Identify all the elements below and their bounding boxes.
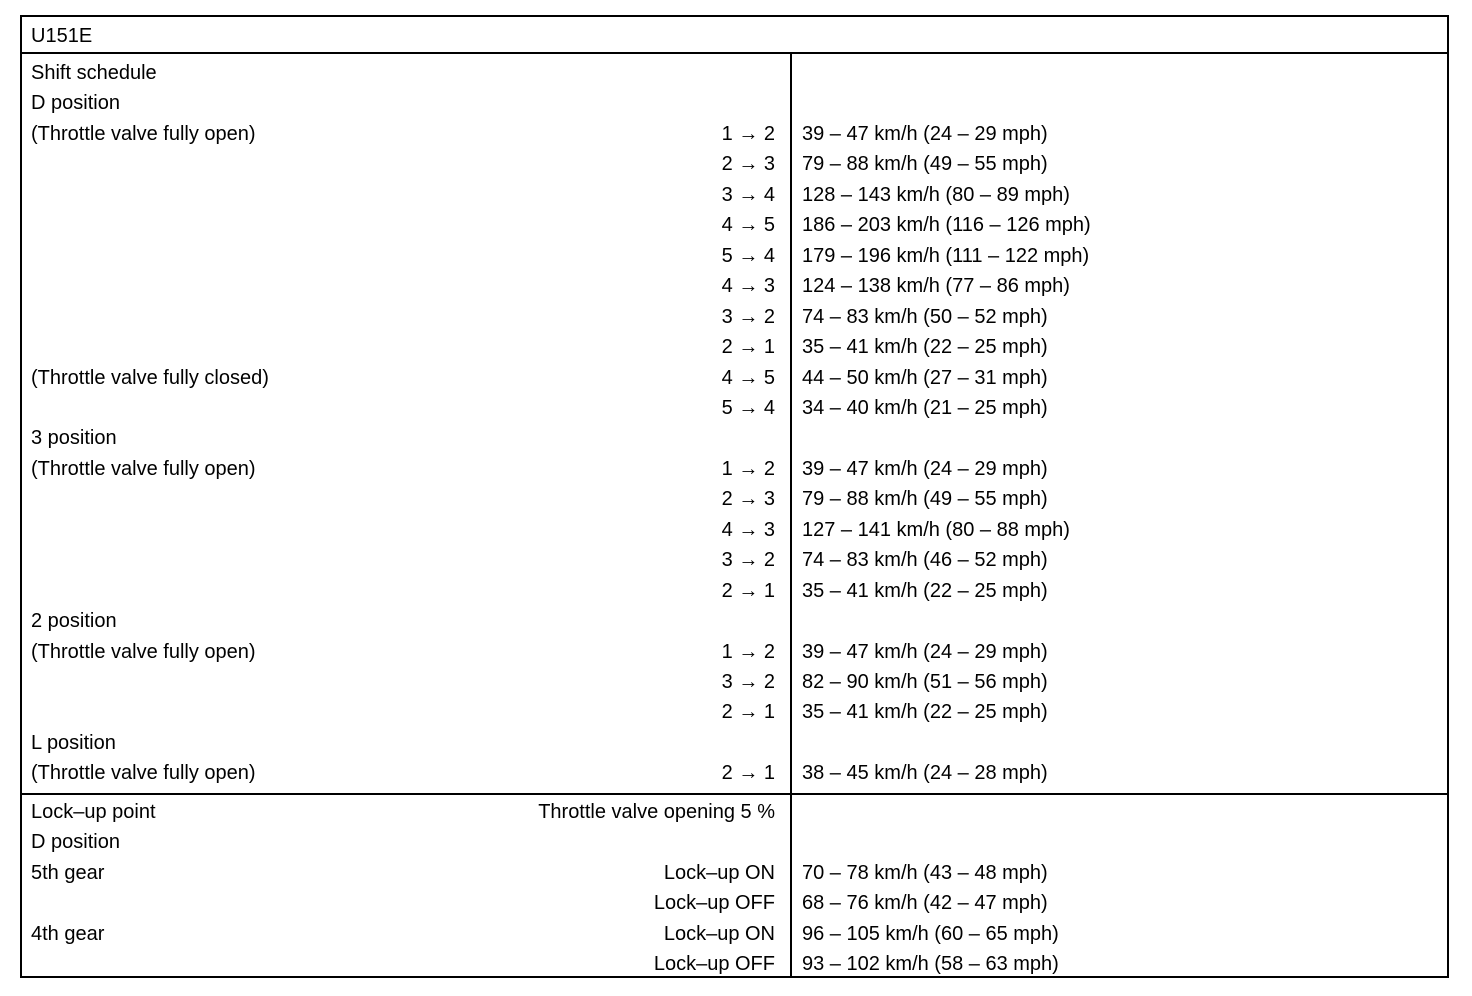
model-title: U151E	[31, 25, 93, 47]
row-speed-value: 74 – 83 km/h (50 – 52 mph)	[802, 305, 1048, 328]
row-shift: 1 → 2	[721, 122, 775, 145]
row-shift: Lock–up ON	[663, 922, 775, 945]
table-row	[22, 698, 1447, 728]
row-label: D position	[31, 831, 120, 854]
row-label: (Throttle valve fully closed)	[31, 366, 269, 389]
row-label: D position	[31, 92, 120, 115]
row-shift: 2 → 3	[721, 153, 775, 176]
row-label: 2 position	[31, 610, 117, 633]
row-shift: 2 → 1	[721, 701, 775, 724]
table-row	[22, 424, 1447, 454]
table-row	[22, 546, 1447, 576]
row-speed-value: 68 – 76 km/h (42 – 47 mph)	[802, 892, 1048, 915]
table-row	[22, 272, 1447, 302]
table-row	[22, 211, 1447, 241]
row-speed-value: 35 – 41 km/h (22 – 25 mph)	[802, 579, 1048, 602]
row-label: 5th gear	[31, 861, 105, 884]
row-speed-value: 44 – 50 km/h (27 – 31 mph)	[802, 366, 1048, 389]
row-speed-value: 70 – 78 km/h (43 – 48 mph)	[802, 861, 1048, 884]
row-label: (Throttle valve fully open)	[31, 457, 256, 480]
row-speed-value: 38 – 45 km/h (24 – 28 mph)	[802, 762, 1048, 785]
table-title-row	[22, 17, 1447, 54]
table-row	[22, 759, 1447, 789]
row-shift: 2 → 1	[721, 762, 775, 785]
row-label: Lock–up point	[31, 801, 156, 823]
row-speed-value: 127 – 141 km/h (80 – 88 mph)	[802, 518, 1070, 541]
table-row	[22, 120, 1447, 150]
row-shift: Throttle valve opening 5 %	[538, 801, 775, 823]
row-shift: 4 → 5	[721, 366, 775, 389]
row-label: 3 position	[31, 427, 117, 450]
row-speed-value: 34 – 40 km/h (21 – 25 mph)	[802, 396, 1048, 419]
row-speed-value: 35 – 41 km/h (22 – 25 mph)	[802, 336, 1048, 359]
table-row	[22, 607, 1447, 637]
row-shift: 1 → 2	[721, 457, 775, 480]
table-row	[22, 828, 1447, 858]
row-label: Shift schedule	[31, 62, 157, 84]
table-row	[22, 303, 1447, 333]
table-row	[22, 150, 1447, 180]
row-shift: 5 → 4	[721, 244, 775, 267]
table-row	[22, 89, 1447, 119]
row-shift: 5 → 4	[721, 396, 775, 419]
table-row	[22, 729, 1447, 759]
row-label: (Throttle valve fully open)	[31, 640, 256, 663]
table-row	[22, 859, 1447, 889]
table-row	[22, 516, 1447, 546]
row-speed-value: 35 – 41 km/h (22 – 25 mph)	[802, 701, 1048, 724]
spec-table	[20, 15, 1449, 978]
row-label: L position	[31, 731, 116, 754]
table-row	[22, 638, 1447, 668]
table-row	[22, 333, 1447, 363]
table-row	[22, 242, 1447, 272]
table-row	[22, 920, 1447, 950]
row-speed-value: 39 – 47 km/h (24 – 29 mph)	[802, 457, 1048, 480]
row-shift: Lock–up OFF	[653, 892, 775, 915]
row-speed-value: 96 – 105 km/h (60 – 65 mph)	[802, 922, 1059, 945]
row-shift: 4 → 5	[721, 214, 775, 237]
table-row	[22, 889, 1447, 919]
row-shift: 1 → 2	[721, 640, 775, 663]
row-speed-value: 82 – 90 km/h (51 – 56 mph)	[802, 671, 1048, 693]
row-shift: 3 → 2	[721, 305, 775, 328]
table-row	[22, 950, 1447, 980]
row-shift: Lock–up OFF	[653, 953, 775, 975]
row-speed-value: 128 – 143 km/h (80 – 89 mph)	[802, 183, 1070, 206]
row-shift: 2 → 3	[721, 488, 775, 511]
row-speed-value: 39 – 47 km/h (24 – 29 mph)	[802, 122, 1048, 145]
row-shift: Lock–up ON	[663, 861, 775, 884]
table-row	[22, 668, 1447, 698]
row-label: (Throttle valve fully open)	[31, 122, 256, 145]
row-shift: 2 → 1	[721, 336, 775, 359]
table-row	[22, 455, 1447, 485]
row-speed-value: 179 – 196 km/h (111 – 122 mph)	[802, 244, 1090, 267]
row-shift: 3 → 2	[721, 671, 775, 693]
table-row	[22, 798, 1447, 828]
row-shift: 4 → 3	[721, 275, 775, 298]
row-label: 4th gear	[31, 922, 105, 945]
table-row	[22, 394, 1447, 424]
table-row	[22, 59, 1447, 89]
table-row	[22, 485, 1447, 515]
table-row	[22, 364, 1447, 394]
row-speed-value: 79 – 88 km/h (49 – 55 mph)	[802, 488, 1048, 511]
row-shift: 2 → 1	[721, 579, 775, 602]
row-speed-value: 39 – 47 km/h (24 – 29 mph)	[802, 640, 1048, 663]
row-speed-value: 186 – 203 km/h (116 – 126 mph)	[802, 214, 1091, 237]
row-label: (Throttle valve fully open)	[31, 762, 256, 785]
row-speed-value: 93 – 102 km/h (58 – 63 mph)	[802, 953, 1059, 975]
row-speed-value: 74 – 83 km/h (46 – 52 mph)	[802, 549, 1048, 572]
row-shift: 3 → 4	[721, 183, 775, 206]
table-row	[22, 181, 1447, 211]
row-shift: 3 → 2	[721, 549, 775, 572]
row-speed-value: 79 – 88 km/h (49 – 55 mph)	[802, 153, 1048, 176]
row-speed-value: 124 – 138 km/h (77 – 86 mph)	[802, 275, 1070, 298]
row-shift: 4 → 3	[721, 518, 775, 541]
table-row	[22, 577, 1447, 607]
section-divider	[22, 793, 1447, 795]
